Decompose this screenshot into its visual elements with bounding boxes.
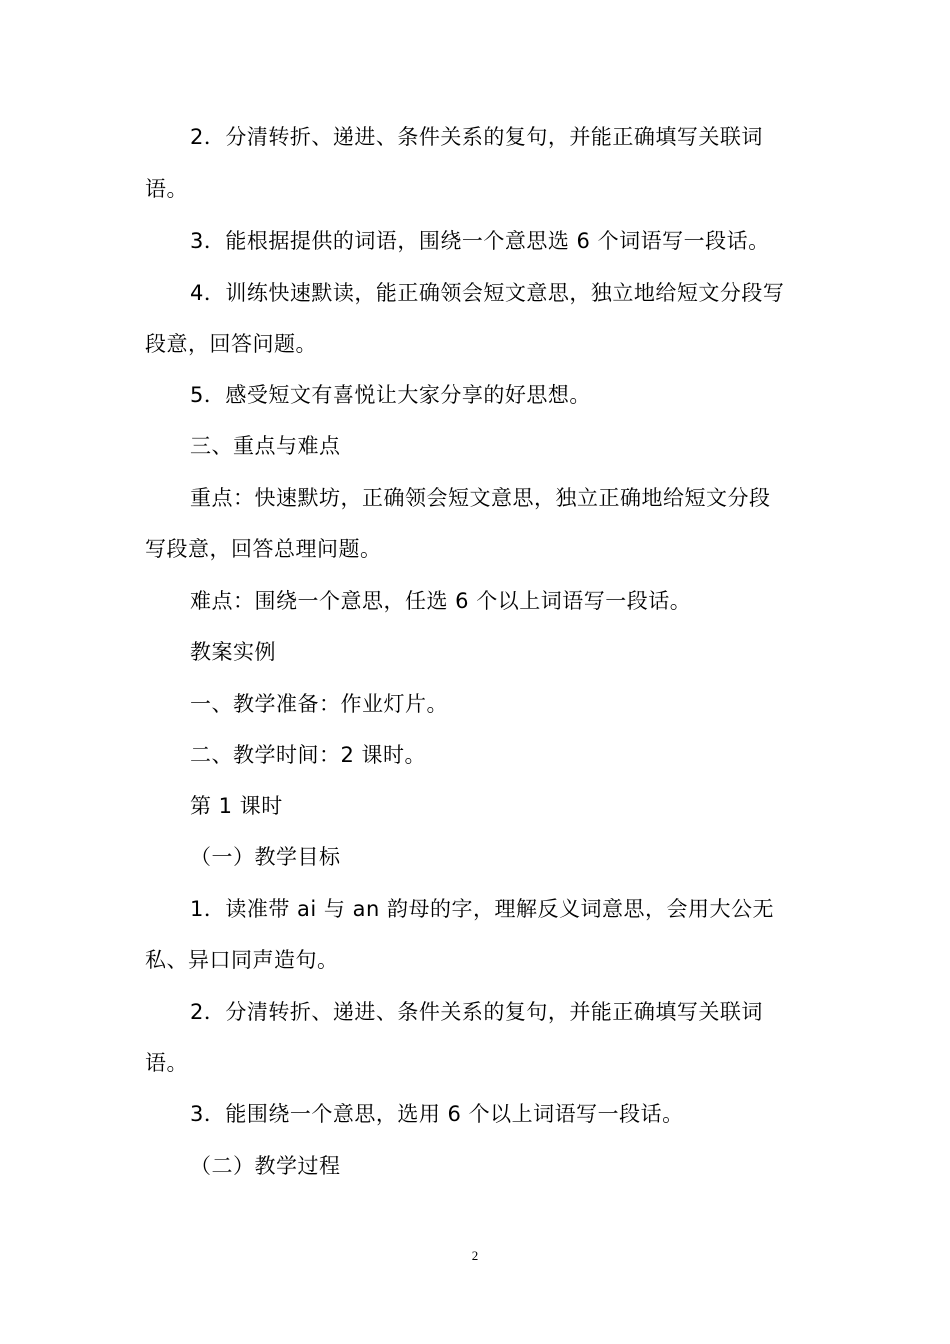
section-heading: （一）教学目标 — [190, 845, 341, 869]
text-line: 二、教学时间：2 课时。 — [190, 743, 427, 767]
section-heading: （二）教学过程 — [190, 1154, 341, 1178]
text-line: 段意，回答问题。 — [145, 332, 317, 356]
text-line: 语。 — [145, 177, 188, 201]
text-line: 4．训练快速默读，能正确领会短文意思，独立地给短文分段写 — [190, 281, 785, 305]
text-line: 难点：围绕一个意思，任选 6 个以上词语写一段话。 — [190, 589, 692, 613]
section-heading: 三、重点与难点 — [190, 434, 341, 458]
text-line: 3．能根据提供的词语，围绕一个意思选 6 个词语写一段话。 — [190, 229, 770, 253]
text-line: 一、教学准备：作业灯片。 — [190, 692, 448, 716]
text-line: 5．感受短文有喜悦让大家分享的好思想。 — [190, 383, 591, 407]
section-heading: 教案实例 — [190, 640, 276, 664]
section-heading: 第 1 课时 — [190, 794, 283, 818]
text-line: 1．读准带 ai 与 an 韵母的字，理解反义词意思，会用大公无 — [190, 897, 774, 921]
text-line: 语。 — [145, 1051, 188, 1075]
text-line: 重点：快速默坊，正确领会短文意思，独立正确地给短文分段 — [190, 486, 771, 510]
page-number: 2 — [471, 1248, 479, 1263]
text-line: 2．分清转折、递进、条件关系的复句，并能正确填写关联词 — [190, 125, 763, 149]
text-line: 2．分清转折、递进、条件关系的复句，并能正确填写关联词 — [190, 1000, 763, 1024]
text-line: 3．能围绕一个意思，选用 6 个以上词语写一段话。 — [190, 1102, 684, 1126]
text-line: 私、异口同声造句。 — [145, 948, 339, 972]
text-line: 写段意，回答总理问题。 — [145, 537, 382, 561]
